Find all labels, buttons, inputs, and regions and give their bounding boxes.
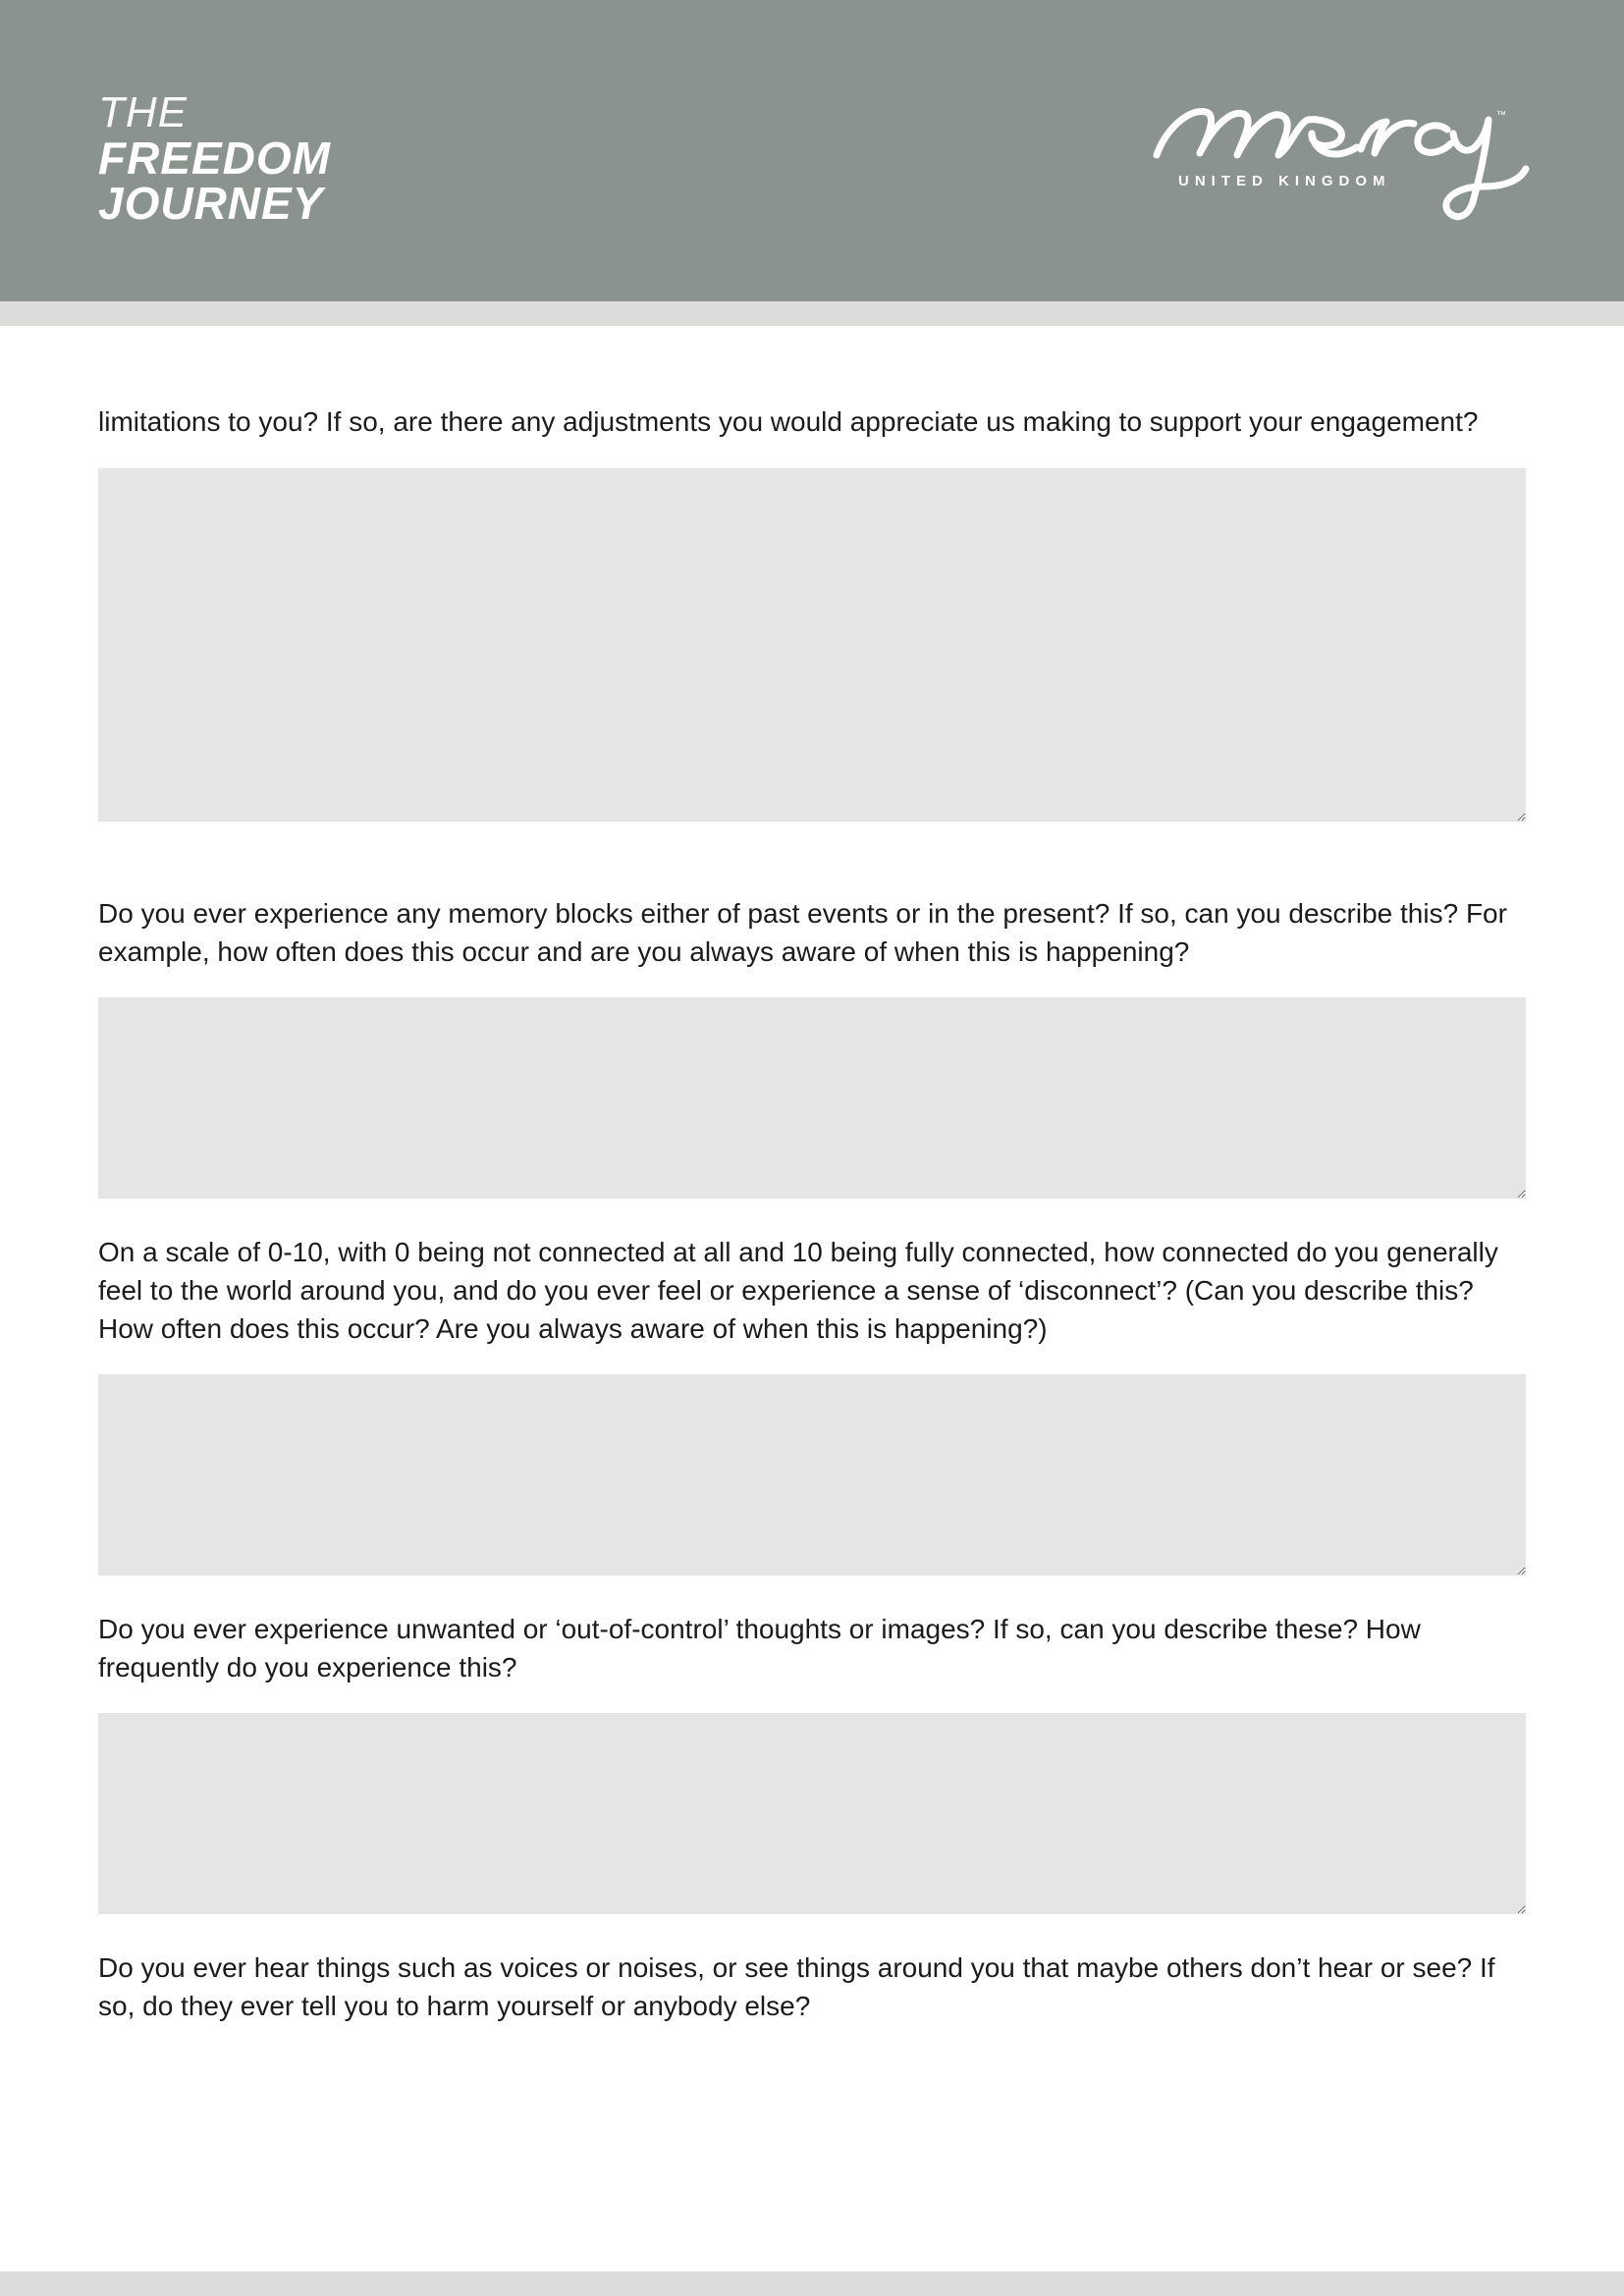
logo-subtitle: UNITED KINGDOM: [1178, 173, 1391, 189]
answer-box-2[interactable]: [98, 997, 1526, 1199]
question-2: Do you ever experience any memory blocks either of past events or in the present? If so, can you describe this? For example, how often does this occur and are you always aware of when this is happening?: [98, 898, 1507, 967]
question-1: limitations to you? If so, are there any adjustments you would appreciate us making to support your engagement?: [98, 406, 1479, 437]
mercy-logo: [1149, 90, 1532, 228]
footer-stripe: [0, 2271, 1624, 2296]
question-4: Do you ever experience unwanted or ‘out-of-control’ thoughts or images? If so, can you describe these? How frequently do you experience this?: [98, 1614, 1421, 1682]
freedom-journey-brand: [98, 88, 331, 229]
page-header: [0, 0, 1624, 301]
answer-box-4[interactable]: [98, 1713, 1526, 1914]
header-stripe: [0, 301, 1624, 326]
brand-line-journey: JOURNEY: [98, 178, 324, 229]
answer-box-3[interactable]: [98, 1374, 1526, 1575]
brand-line-the: THE: [98, 88, 188, 136]
answer-box-1[interactable]: [98, 468, 1526, 822]
question-3: On a scale of 0-10, with 0 being not connected at all and 10 being fully connected, how connected do you generally feel to the world around you, and do you ever feel or experience a sense of ‘disconnect’? (Can you describe this? How often does this occur? Are you always aware of when this is happening?): [98, 1237, 1498, 1344]
svg-text:™: ™: [1496, 110, 1506, 121]
brand-line-freedom: FREEDOM: [98, 133, 331, 184]
question-5: Do you ever hear things such as voices or noises, or see things around you that maybe others don’t hear or see? If so, do they ever tell you to harm yourself or anybody else?: [98, 1952, 1495, 2021]
mercy-script-logo-icon: [1149, 90, 1532, 228]
